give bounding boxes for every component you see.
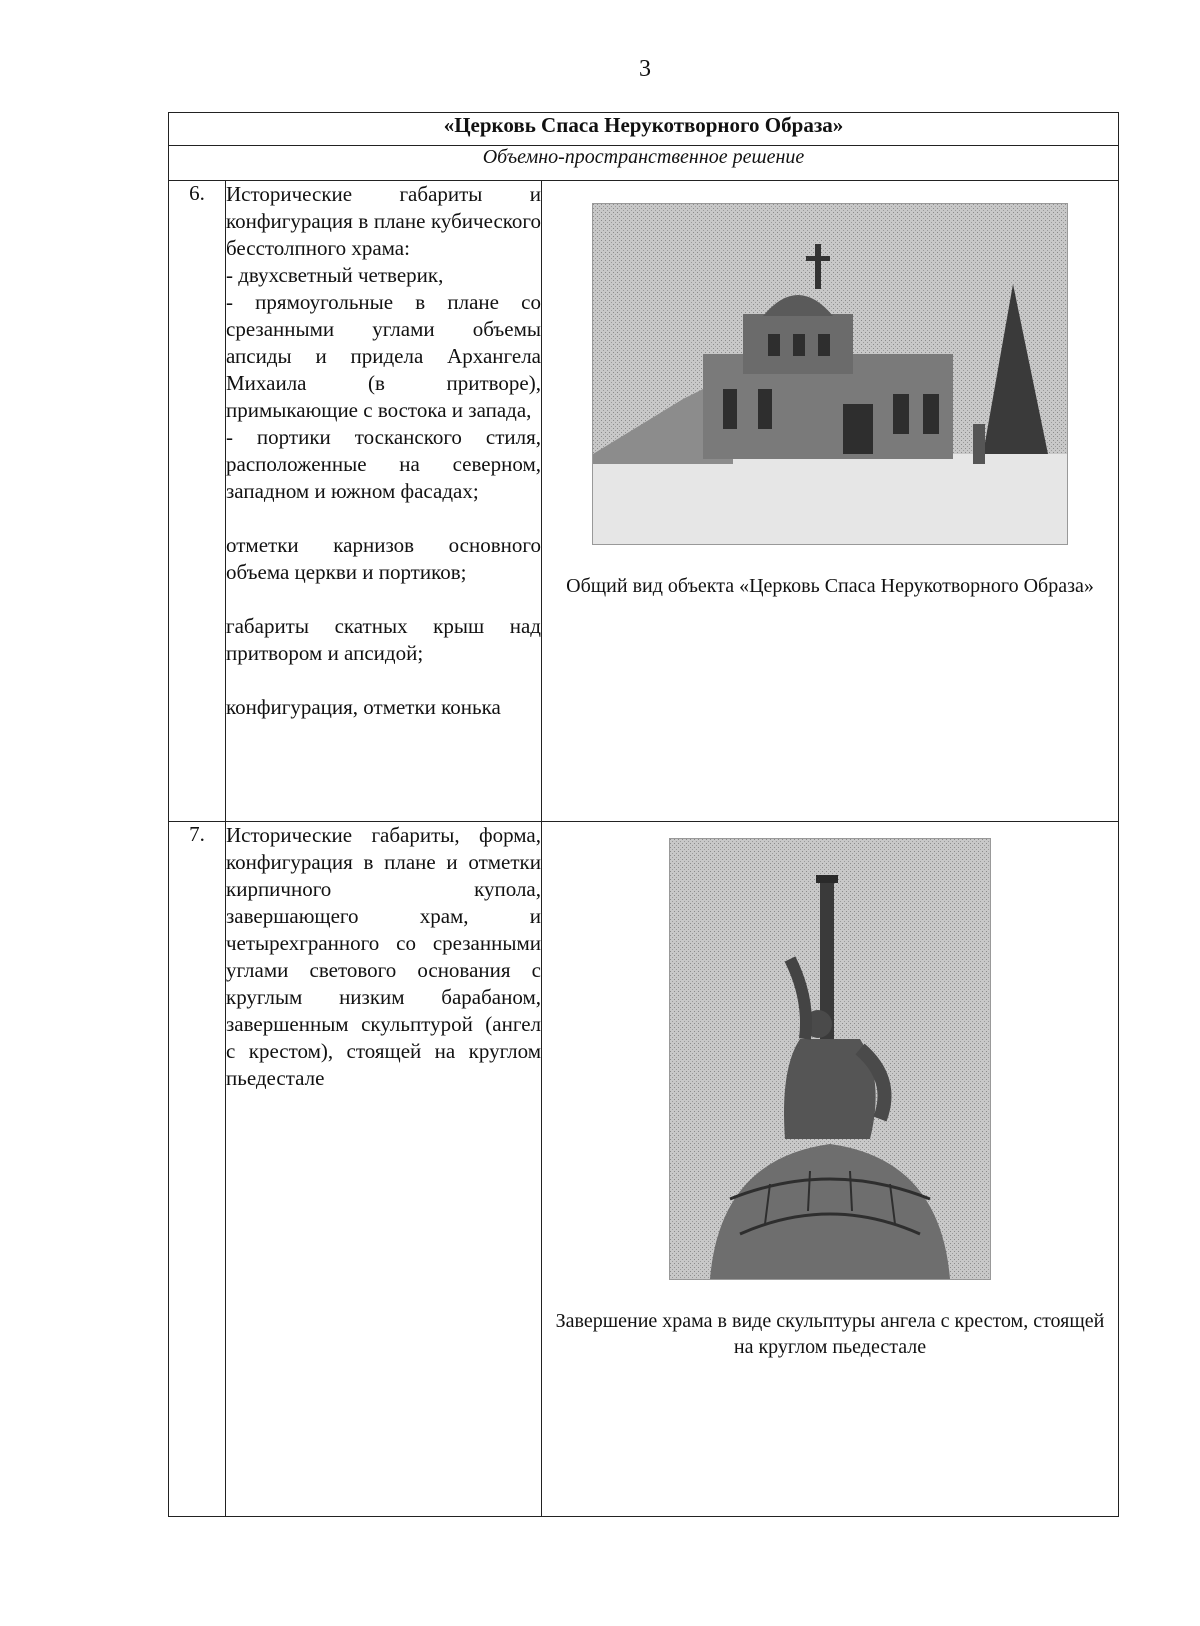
photo-caption: Завершение храма в виде скульптуры ангела с крестом, стоящей на круглом пьедестале xyxy=(555,1310,1105,1358)
table-row xyxy=(169,181,1119,822)
description-paragraph: габариты скатных крыш над притвором и апсидой; xyxy=(226,614,541,665)
row-number: 7. xyxy=(169,822,226,1517)
row-description xyxy=(226,822,542,1517)
description-paragraph: конфигурация, отметки конька xyxy=(226,695,501,719)
table-title: «Церковь Спаса Нерукотворного Образа» xyxy=(169,113,1119,146)
table-subtitle: Объемно-пространственное решение xyxy=(169,146,1119,181)
row-media xyxy=(542,181,1119,822)
photo-caption: Общий вид объекта «Церковь Спаса Нерукотворного Образа» xyxy=(566,575,1094,597)
table-row xyxy=(169,822,1119,1517)
heritage-table xyxy=(168,112,1119,1517)
row-number: 6. xyxy=(169,181,226,822)
angel-sculpture-photo xyxy=(669,838,991,1280)
page-number: 3 xyxy=(639,56,651,82)
description-paragraph: Исторические габариты, форма, конфигурация в плане и отметки кирпичного купола, завершающего храм, и четырехгранного со срезанными углами светового основания с круглым низким барабаном, завершенным скульптурой (ангел с крестом), стоящей на круглом пьедестале xyxy=(226,823,541,1090)
row-media xyxy=(542,822,1119,1517)
row-description xyxy=(226,181,542,822)
description-paragraph: Исторические габариты и конфигурация в плане кубического бесстолпного храма: - двухсветный четверик, - прямоугольные в плане со срезанными углами объемы апсиды и придела Архангела Михаила (в притворе), примыкающие с востока и запада, - портики тосканского стиля, расположенные на северном, западном и южном фасадах; xyxy=(226,182,541,503)
description-paragraph: отметки карнизов основного объема церкви и портиков; xyxy=(226,533,541,584)
church-photo xyxy=(592,203,1068,545)
